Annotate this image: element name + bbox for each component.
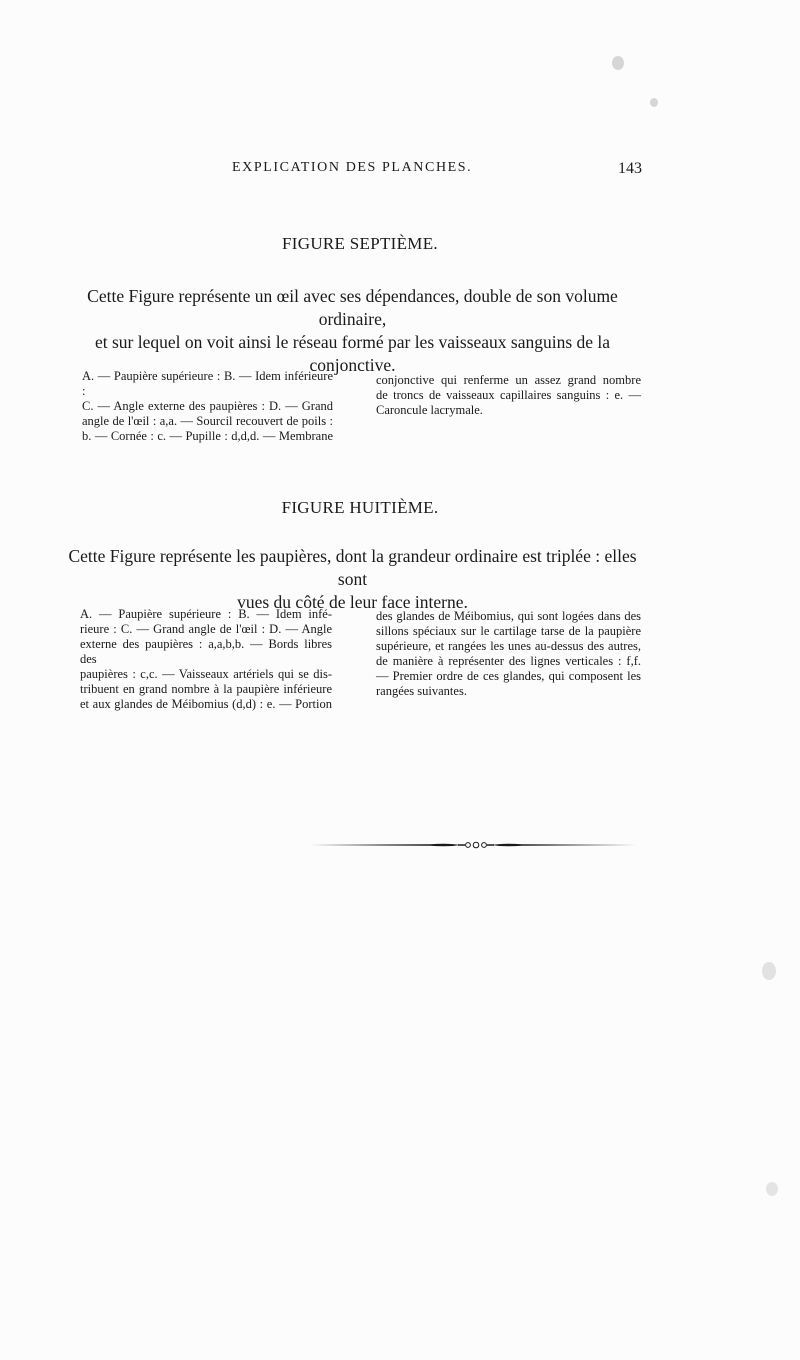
legend-line: Caroncule lacrymale. (376, 403, 483, 417)
legend-line: externe des paupières : a,a,b,b. — Bords libres des (80, 637, 332, 666)
legend-line: A. — Paupière supérieure : B. — Idem infé- (80, 607, 332, 621)
paper-speck (766, 1182, 778, 1196)
paper-speck (612, 56, 624, 70)
legend-line: supérieure, et rangées les unes au-dessus des autres, (376, 639, 641, 653)
figure-7-caption (60, 285, 645, 377)
legend-line: rieure : C. — Grand angle de l'œil : D. — Angle (80, 622, 332, 636)
figure-7-legend-right (376, 373, 641, 418)
legend-line: — Premier ordre de ces glandes, qui composent les (376, 669, 641, 683)
legend-line: tribuent en grand nombre à la paupière inférieure (80, 682, 332, 696)
paper-speck (650, 98, 658, 107)
caption-line: et sur lequel on voit ainsi le réseau formé par les vaisseaux sanguins de la conjonctive. (94, 332, 611, 375)
ornament-rule (310, 838, 642, 852)
legend-line: C. — Angle externe des paupières : D. — Grand (82, 399, 333, 413)
figure-7-heading: FIGURE SEPTIÈME. (282, 234, 438, 253)
figure-8-caption (60, 545, 645, 614)
legend-line: rangées suivantes. (376, 684, 467, 698)
caption-line: Cette Figure représente un œil avec ses dépendances, double de son volume ordinaire, (87, 286, 618, 329)
figure-8-legend-right (376, 609, 641, 699)
legend-line: b. — Cornée : c. — Pupille : d,d,d. — Membrane (82, 429, 333, 443)
legend-line: de manière à représenter des lignes verticales : f,f. (376, 654, 641, 668)
legend-line: des glandes de Méibomius, qui sont logées dans des (376, 609, 641, 623)
legend-line: A. — Paupière supérieure : B. — Idem inférieure : (82, 369, 333, 398)
paper-speck (762, 962, 776, 980)
legend-line: paupières : c,c. — Vaisseaux artériels qui se dis- (80, 667, 332, 681)
page-number: 143 (618, 160, 642, 177)
running-title: EXPLICATION DES PLANCHES. (232, 160, 473, 175)
legend-line: sillons spéciaux sur le cartilage tarse de la paupière (376, 624, 641, 638)
legend-line: angle de l'œil : a,a. — Sourcil recouvert de poils : (82, 414, 333, 428)
running-head (0, 160, 800, 184)
legend-line: de troncs de vaisseaux capillaires sanguins : e. — (376, 388, 641, 402)
figure-8-heading: FIGURE HUITIÈME. (281, 498, 439, 517)
figure-7-legend-left (82, 369, 333, 444)
legend-line: conjonctive qui renferme un assez grand nombre (376, 373, 641, 387)
figure-8-legend-left (80, 607, 332, 712)
caption-line: vues du côté de leur face interne. (237, 592, 468, 612)
legend-line: et aux glandes de Méibomius (d,d) : e. — Portion (80, 697, 332, 711)
caption-line: Cette Figure représente les paupières, dont la grandeur ordinaire est triplée : elles sont (68, 546, 637, 589)
